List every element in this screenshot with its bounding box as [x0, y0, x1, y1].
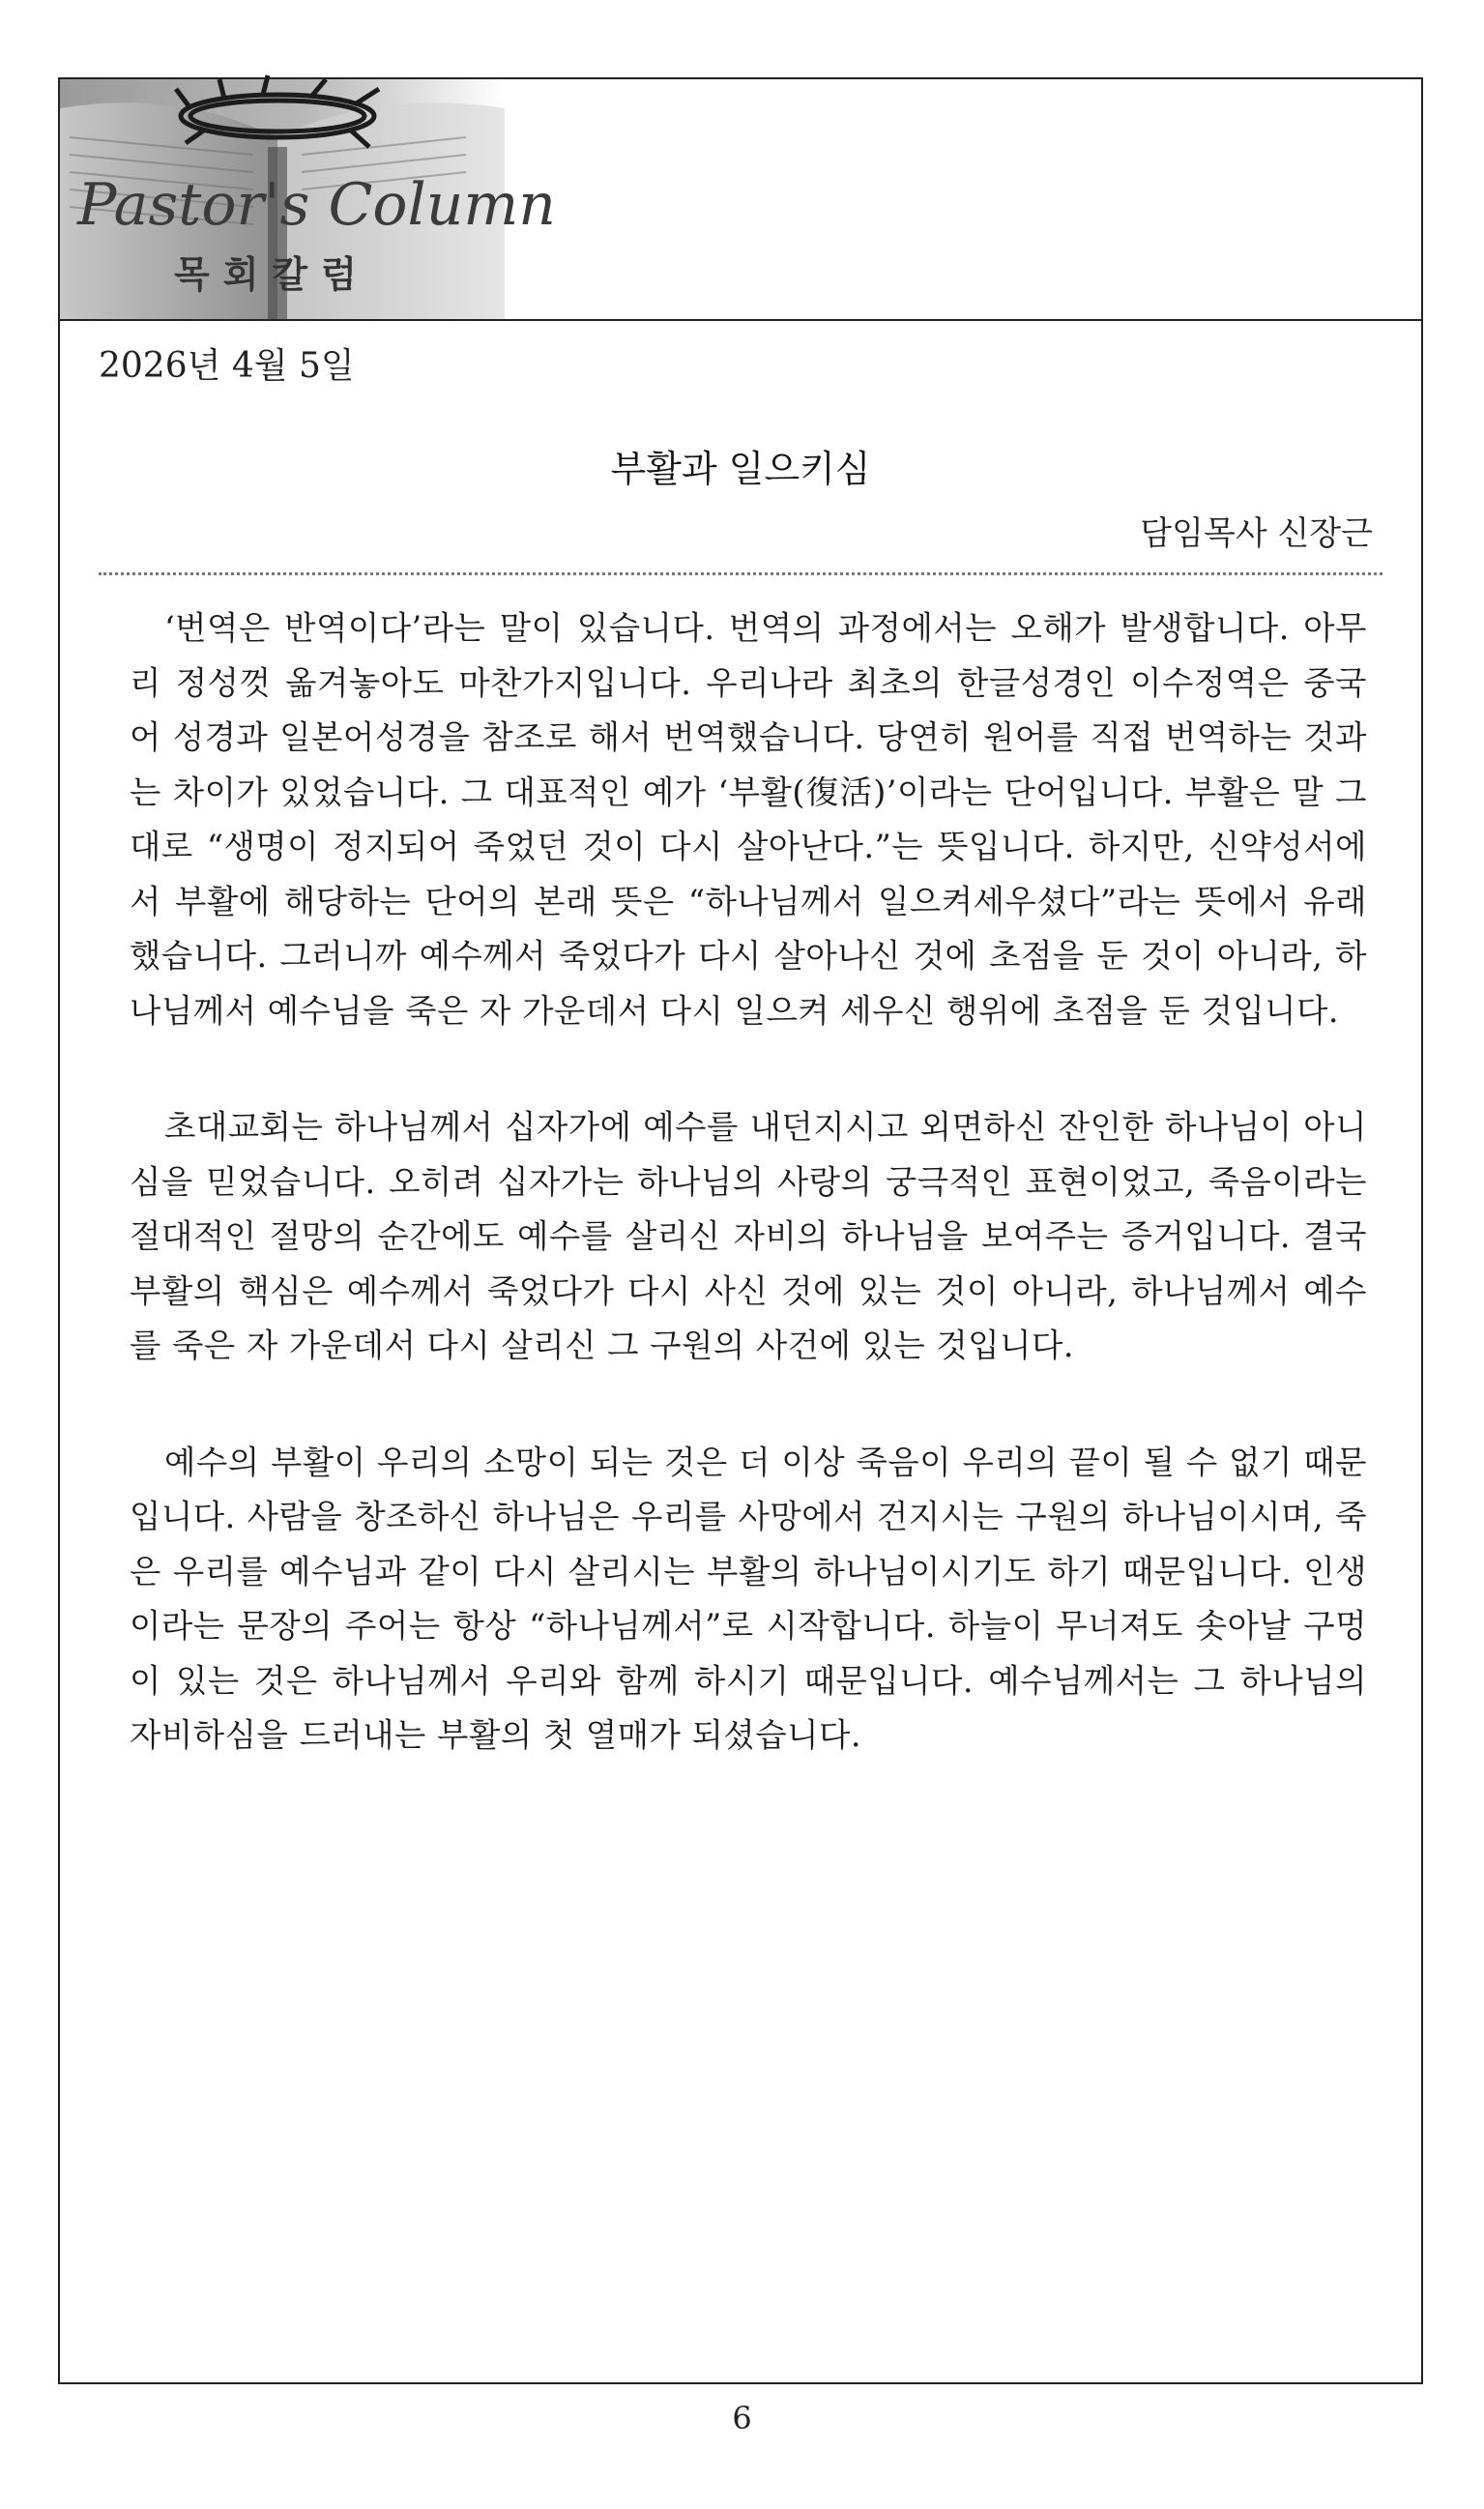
column-header [60, 79, 1421, 321]
column-frame [58, 77, 1423, 2384]
paragraph: 예수의 부활이 우리의 소망이 되는 것은 더 이상 죽음이 우리의 끝이 될 수 없기 때문입니다. 사람을 창조하신 하나님은 우리를 사망에서 건지시는 구원의 하나님이시며, 죽은 우리를 예수님과 같이 다시 살리시는 부활의 하나님이시기도 하기 때문입니다. 인생이라는 문장의 주어는 항상 “하나님께서”로 시작합니다. 하늘이 무너져도 솟아날 구멍이 있는 것은 하나님께서 우리와 함께 하시기 때문입니다. 예수님께서는 그 하나님의 자비하심을 드러내는 부활의 첫 열매가 되셨습니다. [130, 1443, 1367, 1754]
svg-text:목회칼럼: 목회칼럼 [174, 253, 370, 296]
article-author: 담임목사 신장근 [1140, 514, 1373, 553]
column-date: 2026년 4월 5일 [99, 346, 355, 386]
page-number: 6 [732, 2400, 752, 2436]
dotted-divider [99, 572, 1382, 575]
article-body [130, 601, 1367, 1825]
pastors-column-banner [60, 79, 556, 319]
paragraph: ‘번역은 반역이다’라는 말이 있습니다. 번역의 과정에서는 오해가 발생합니다. 아무리 정성껏 옮겨놓아도 마찬가지입니다. 우리나라 최초의 한글성경인 이수정역은 중국어 성경과 일본어성경을 참조로 해서 번역했습니다. 당연히 원어를 직접 번역하는 것과는 차이가 있었습니다. 그 대표적인 예가 ‘부활(復活)’이라는 단어입니다. 부활은 말 그대로 “생명이 정지되어 죽었던 것이 다시 살아난다.”는 뜻입니다. 하지만, 신약성서에서 부활에 해당하는 단어의 본래 뜻은 “하나님께서 일으켜세우셨다”라는 뜻에서 유래했습니다. 그러니까 예수께서 죽었다가 다시 살아나신 것에 초점을 둔 것이 아니라, 하나님께서 예수님을 죽은 자 가운데서 다시 일으켜 세우신 행위에 초점을 둔 것입니다. [130, 609, 1367, 1030]
paragraph: 초대교회는 하나님께서 십자가에 예수를 내던지시고 외면하신 잔인한 하나님이 아니심을 믿었습니다. 오히려 십자가는 하나님의 사랑의 궁극적인 표현이었고, 죽음이라는 절대적인 절망의 순간에도 예수를 살리신 자비의 하나님을 보여주는 증거입니다. 결국 부활의 핵심은 예수께서 죽었다가 다시 사신 것에 있는 것이 아니라, 하나님께서 예수를 죽은 자 가운데서 다시 살리신 그 구원의 사건에 있는 것입니다. [130, 1108, 1367, 1364]
svg-text:Pastor's Column: Pastor's Column [77, 171, 556, 239]
article-title: 부활과 일으키심 [610, 448, 871, 490]
